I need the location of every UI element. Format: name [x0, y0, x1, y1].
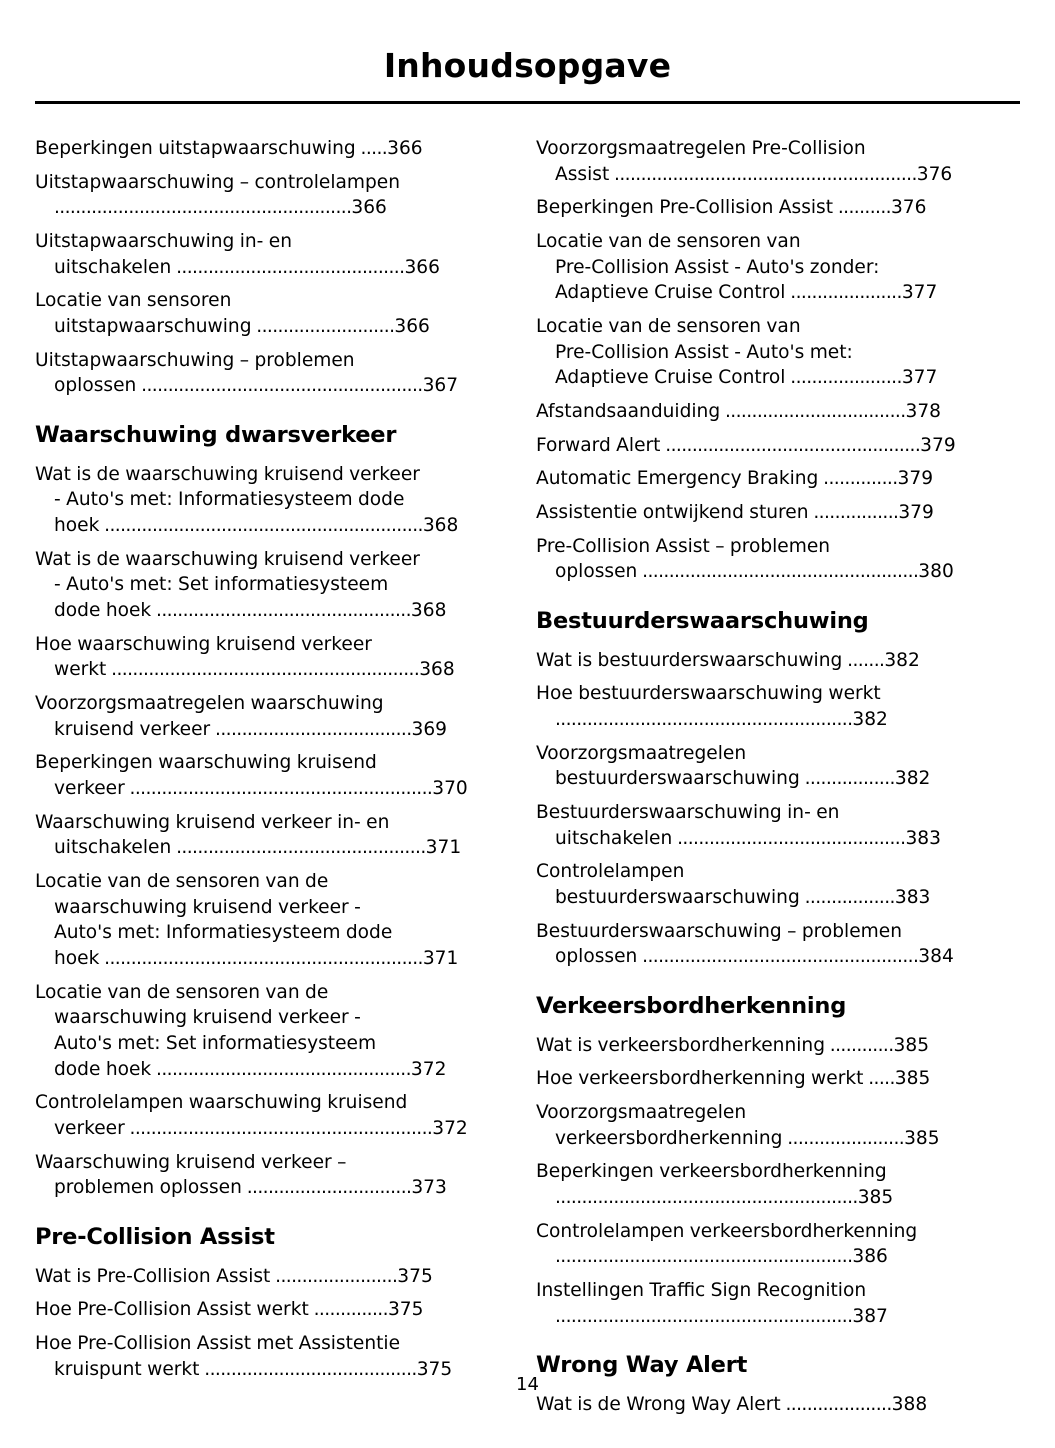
toc-leader-dots: ........................................... — [672, 827, 906, 849]
toc-page-number: 382 — [852, 709, 888, 731]
toc-entry-title-cont — [35, 513, 490, 539]
toc-leader-dots: .................................. — [720, 400, 906, 422]
toc-entry[interactable] — [536, 314, 991, 391]
toc-entry-title-cont — [35, 946, 490, 972]
toc-entry-title: Locatie van de sensoren van — [536, 230, 801, 252]
toc-entry-title-cont — [536, 707, 991, 733]
toc-entry[interactable] — [536, 433, 991, 459]
toc-entry[interactable] — [35, 691, 490, 742]
toc-leader-dots: .............. — [818, 468, 898, 490]
toc-entry[interactable] — [35, 1297, 490, 1323]
toc-leader-dots: ......................................................... — [124, 778, 433, 799]
toc-leader-dots: ..... — [355, 138, 388, 159]
toc-entry[interactable] — [536, 1033, 991, 1059]
toc-entry-title-cont — [536, 766, 991, 792]
toc-entry-title-cont-text: dode hoek — [54, 1058, 152, 1080]
toc-leader-dots: ....................... — [270, 1265, 398, 1287]
toc-entry-title: Wat is verkeersbordherkenning — [536, 1034, 825, 1056]
toc-entry[interactable] — [35, 750, 490, 801]
toc-entry-title: Forward Alert — [536, 434, 661, 456]
toc-leader-dots: ..................................................... — [136, 375, 423, 397]
section-heading: Verkeersbordherkenning — [536, 992, 847, 1019]
toc-leader-dots: ....... — [842, 649, 885, 671]
toc-entry-title-cont-text: - Auto's met: Set informatiesysteem — [54, 574, 389, 596]
toc-entry-title-cont — [35, 835, 490, 861]
toc-entry[interactable] — [35, 170, 490, 221]
toc-leader-dots: ..... — [863, 1068, 895, 1090]
toc-page-number: 385 — [894, 1068, 931, 1090]
toc-entry-title: Beperkingen Pre-Collision Assist — [536, 197, 834, 219]
toc-entry-title-cont-text: uitschakelen — [54, 256, 172, 278]
toc-page-number: 375 — [387, 1299, 424, 1321]
toc-page-number: 375 — [416, 1358, 453, 1380]
toc-entry-title: Voorzorgsmaatregelen — [536, 742, 747, 764]
toc-entry-title-cont — [35, 1175, 490, 1201]
toc-entry-title: Locatie van de sensoren van de — [35, 870, 329, 892]
toc-entry-title-cont — [35, 1057, 490, 1083]
toc-entry-title: Wat is Pre-Collision Assist — [35, 1265, 271, 1287]
toc-entry[interactable] — [35, 348, 490, 399]
toc-page-number: 385 — [857, 1187, 894, 1209]
toc-page-number: 383 — [905, 827, 941, 849]
toc-entry-title-cont-text: Adaptieve Cruise Control — [555, 367, 786, 389]
toc-entry-title-cont — [536, 365, 991, 391]
toc-leader-dots: ................................................ — [151, 600, 411, 622]
toc-entry[interactable] — [35, 136, 490, 162]
toc-entry-title-cont-text: Pre-Collision Assist - Auto's zonder: — [555, 256, 880, 278]
toc-leader-dots: ..................... — [785, 367, 902, 389]
toc-entry[interactable] — [536, 919, 991, 970]
toc-entry[interactable] — [536, 195, 991, 221]
toc-entry-title: Wat is bestuurderswaarschuwing — [536, 649, 843, 671]
toc-page-number: 370 — [432, 778, 468, 799]
toc-page-number: 372 — [410, 1058, 447, 1080]
toc-page-number: 366 — [387, 138, 423, 159]
toc-entry-title: Voorzorgsmaatregelen Pre-Collision — [536, 138, 866, 159]
toc-entry-title-cont-text: hoek — [54, 515, 100, 537]
toc-entry-title: Controlelampen — [536, 861, 685, 883]
toc-entry-title-cont-text: oplossen — [54, 375, 137, 397]
toc-entry-title-cont — [536, 944, 991, 970]
toc-leader-dots: ............................................... — [171, 837, 426, 859]
toc-page-number: 384 — [918, 946, 954, 968]
toc-leader-dots: ......................................................... — [609, 163, 917, 185]
toc-leader-dots: .......... — [833, 197, 891, 219]
toc-page-number: 379 — [920, 434, 956, 456]
toc-entry-title-cont-text: bestuurderswaarschuwing — [555, 886, 800, 908]
toc-entry[interactable] — [536, 399, 991, 425]
page-number: 14 — [516, 1374, 539, 1395]
toc-entry-title-cont — [536, 255, 991, 281]
toc-entry-title-cont — [35, 717, 490, 743]
toc-page-number: 368 — [410, 600, 447, 622]
toc-entry[interactable] — [35, 229, 490, 280]
toc-page-number: 379 — [897, 468, 934, 490]
toc-leader-dots: ................ — [808, 501, 899, 523]
toc-entry[interactable] — [536, 1219, 991, 1270]
toc-entry-title-cont — [536, 340, 991, 366]
toc-entry[interactable] — [536, 534, 991, 585]
toc-entry[interactable] — [536, 1392, 991, 1418]
toc-entry-title: Wat is de waarschuwing kruisend verkeer — [35, 463, 420, 485]
toc-leader-dots: ............................................................ — [99, 515, 423, 537]
toc-leader-dots: .................................................... — [637, 946, 919, 968]
toc-page-number: 367 — [422, 375, 459, 397]
toc-entry-title: Locatie van de sensoren van — [536, 315, 801, 337]
toc-entry-title: Uitstapwaarschuwing – problemen — [35, 349, 355, 371]
toc-entry-title: Wat is de Wrong Way Alert — [536, 1394, 781, 1416]
toc-entry-title-cont-text: Assist — [555, 163, 610, 185]
toc-entry[interactable] — [536, 466, 991, 492]
toc-leader-dots: ..................................... — [210, 718, 412, 740]
toc-page-number: 368 — [422, 515, 459, 537]
toc-entry[interactable] — [35, 1264, 490, 1290]
toc-entry-title-cont — [35, 1116, 490, 1142]
toc-entry[interactable] — [35, 1090, 490, 1141]
section-heading: Pre-Collision Assist — [35, 1223, 275, 1250]
toc-leader-dots: ........................................... — [171, 256, 405, 278]
toc-entry-title-cont-text: - Auto's met: Informatiesysteem dode — [54, 489, 405, 511]
toc-page-number: 375 — [397, 1265, 433, 1287]
toc-entry-title: Assistentie ontwijkend sturen — [536, 501, 809, 523]
toc-entry-title-cont — [536, 1244, 991, 1270]
toc-entry-title-cont-text: verkeersbordherkenning — [555, 1127, 783, 1149]
toc-leader-dots: ......................................................... — [124, 1117, 433, 1139]
toc-page-number: 385 — [893, 1034, 930, 1056]
toc-page-number: 386 — [852, 1246, 888, 1268]
toc-page-number: 385 — [904, 1127, 940, 1149]
toc-page-number: 387 — [852, 1305, 888, 1327]
toc-entry[interactable] — [536, 648, 991, 674]
toc-entry-title: Bestuurderswaarschuwing – problemen — [536, 920, 902, 942]
toc-entry-title-cont — [35, 195, 490, 221]
toc-entry-title-cont-text: oplossen — [555, 561, 638, 583]
toc-page-number: 371 — [422, 947, 459, 969]
toc-entry-title-cont — [35, 1005, 490, 1031]
toc-leader-dots: ................. — [799, 886, 895, 908]
toc-entry-title-cont — [35, 572, 490, 598]
toc-entry-title-cont-text: Auto's met: Set informatiesysteem — [54, 1032, 377, 1054]
toc-entry-title-cont-text: kruispunt werkt — [54, 1358, 200, 1380]
toc-entry-title-cont-text: hoek — [54, 947, 100, 969]
toc-entry[interactable] — [536, 741, 991, 792]
section-heading: Waarschuwing dwarsverkeer — [35, 421, 397, 448]
toc-entry-title-cont — [536, 1126, 991, 1152]
toc-entry-title: Beperkingen waarschuwing kruisend — [35, 752, 377, 774]
toc-entry-title: Hoe bestuurderswaarschuwing werkt — [536, 683, 881, 705]
toc-page-number: 383 — [894, 886, 931, 908]
toc-entry-title: Afstandsaanduiding — [536, 400, 721, 422]
toc-entry-title-cont — [536, 280, 991, 306]
toc-entry[interactable] — [35, 980, 490, 1083]
toc-page-number: 371 — [425, 837, 462, 859]
toc-entry-title-cont — [35, 255, 490, 281]
toc-entry-title-cont — [536, 162, 991, 188]
toc-entry[interactable] — [35, 547, 490, 624]
toc-entry-title-cont — [536, 826, 991, 852]
toc-entry-title-cont — [35, 598, 490, 624]
toc-columns — [35, 136, 1020, 1426]
toc-entry-title: Hoe waarschuwing kruisend verkeer — [35, 633, 372, 655]
toc-entry-title-cont-text: Auto's met: Informatiesysteem dode — [54, 922, 393, 944]
toc-entry-title-cont — [536, 559, 991, 585]
toc-leader-dots: ........................................................ — [555, 1305, 853, 1327]
toc-entry-title: Pre-Collision Assist – problemen — [536, 535, 831, 557]
toc-page-number: 366 — [394, 315, 430, 337]
toc-entry-title: Locatie van sensoren — [35, 290, 232, 312]
toc-leader-dots: ............................... — [241, 1177, 412, 1199]
toc-column-left — [35, 136, 490, 1426]
toc-page-number: 377 — [901, 367, 938, 389]
toc-page-number: 388 — [891, 1394, 928, 1416]
toc-entry-title-cont-text: oplossen — [555, 946, 638, 968]
toc-entry-title-cont-text: bestuurderswaarschuwing — [555, 768, 800, 790]
toc-entry-title: Uitstapwaarschuwing – controlelampen — [35, 171, 401, 193]
toc-entry[interactable] — [536, 500, 991, 526]
toc-entry-title: Hoe Pre-Collision Assist werkt — [35, 1299, 309, 1321]
toc-leader-dots: ........................................................ — [555, 1246, 853, 1268]
toc-page-number: 376 — [890, 197, 927, 219]
toc-leader-dots: ..................... — [785, 282, 902, 304]
toc-page-number: 366 — [351, 197, 387, 219]
toc-entry-title-cont — [536, 1304, 991, 1330]
toc-entry-title: Hoe verkeersbordherkenning werkt — [536, 1068, 864, 1090]
toc-entry-title-cont — [536, 885, 991, 911]
toc-page-number: 368 — [419, 659, 455, 681]
toc-page-number: 382 — [884, 649, 920, 671]
toc-page-number: 377 — [901, 282, 938, 304]
toc-leader-dots: ...................... — [782, 1127, 905, 1149]
toc-entry-title: Controlelampen waarschuwing kruisend — [35, 1092, 408, 1114]
toc-entry-title-cont-text: waarschuwing kruisend verkeer - — [54, 1007, 361, 1029]
toc-page-number: 378 — [905, 400, 942, 422]
toc-entry-title-cont-text: waarschuwing kruisend verkeer - — [54, 896, 361, 918]
toc-entry-title: Uitstapwaarschuwing in- en — [35, 230, 293, 252]
toc-leader-dots: .......................................................... — [106, 659, 420, 681]
toc-entry-title: Locatie van de sensoren van de — [35, 981, 329, 1003]
toc-entry-title-cont — [35, 314, 490, 340]
toc-entry[interactable] — [536, 859, 991, 910]
toc-leader-dots: ........................................ — [199, 1358, 417, 1380]
title-divider — [35, 101, 1020, 104]
toc-entry-title-cont-text: Adaptieve Cruise Control — [555, 282, 786, 304]
toc-page-number: 382 — [894, 768, 931, 790]
toc-entry[interactable] — [536, 1066, 991, 1092]
toc-entry[interactable] — [536, 229, 991, 306]
toc-entry-title-cont-text: kruisend verkeer — [54, 718, 211, 740]
toc-entry-title-cont-text: uitschakelen — [555, 827, 673, 849]
toc-entry-title-cont — [536, 1185, 991, 1211]
toc-entry-title: Wat is de waarschuwing kruisend verkeer — [35, 548, 420, 570]
toc-page-number: 379 — [898, 501, 934, 523]
toc-entry-title-cont-text: werkt — [54, 659, 107, 681]
toc-entry-title: Instellingen Traffic Sign Recognition — [536, 1280, 867, 1302]
toc-page-number: 373 — [411, 1177, 447, 1199]
toc-entry-title-cont — [35, 657, 490, 683]
toc-entry[interactable] — [536, 136, 991, 187]
toc-column-right — [536, 136, 991, 1426]
toc-page-number: 369 — [411, 718, 447, 740]
toc-entry-title-cont-text: uitstapwaarschuwing — [54, 315, 252, 337]
toc-page-number: 376 — [916, 163, 953, 185]
toc-entry-title: Hoe Pre-Collision Assist met Assistentie — [35, 1333, 401, 1355]
toc-entry-title-cont — [35, 373, 490, 399]
toc-entry-title-cont-text: verkeer — [54, 1117, 125, 1139]
toc-entry[interactable] — [536, 800, 991, 851]
toc-leader-dots: .................................................... — [637, 561, 919, 583]
toc-entry[interactable] — [536, 1278, 991, 1329]
toc-entry-title: Controlelampen verkeersbordherkenning — [536, 1220, 918, 1242]
toc-entry-title-cont-text: verkeer — [54, 778, 125, 799]
toc-entry[interactable] — [35, 632, 490, 683]
toc-entry-title-cont — [35, 1031, 490, 1057]
toc-leader-dots: ................................................ — [660, 434, 921, 456]
toc-leader-dots: .............. — [308, 1299, 388, 1321]
toc-leader-dots: ............ — [825, 1034, 894, 1056]
toc-leader-dots: ................................................ — [151, 1058, 411, 1080]
toc-entry-title: Beperkingen verkeersbordherkenning — [536, 1161, 887, 1183]
toc-entry-title: Waarschuwing kruisend verkeer in- en — [35, 811, 390, 833]
toc-leader-dots: .................... — [780, 1394, 892, 1416]
toc-entry-title-cont-text: Pre-Collision Assist - Auto's met: — [555, 341, 853, 363]
section-heading: Bestuurderswaarschuwing — [536, 607, 869, 634]
toc-leader-dots: ........................................................ — [555, 709, 853, 731]
toc-leader-dots: .......................... — [251, 315, 395, 337]
toc-leader-dots: ........................................................ — [54, 197, 352, 219]
toc-entry-title: Bestuurderswaarschuwing in- en — [536, 802, 840, 823]
page-title: Inhoudsopgave — [383, 46, 672, 85]
toc-entry-title-cont-text: dode hoek — [54, 600, 152, 622]
toc-entry[interactable] — [35, 288, 490, 339]
toc-entry-title-cont — [35, 920, 490, 946]
toc-leader-dots: ................. — [799, 768, 895, 790]
toc-entry[interactable] — [35, 1150, 490, 1201]
toc-entry-title: Voorzorgsmaatregelen — [536, 1102, 747, 1124]
toc-entry[interactable] — [536, 681, 991, 732]
toc-entry-title-cont-text: uitschakelen — [54, 837, 172, 859]
toc-entry-title: Automatic Emergency Braking — [536, 468, 819, 490]
toc-page-number: 372 — [432, 1117, 468, 1139]
toc-entry[interactable] — [35, 810, 490, 861]
toc-entry[interactable] — [536, 1100, 991, 1151]
toc-entry[interactable] — [35, 462, 490, 539]
toc-entry-title-cont — [35, 487, 490, 513]
toc-entry[interactable] — [536, 1159, 991, 1210]
toc-entry[interactable] — [35, 869, 490, 972]
toc-entry-title-cont — [35, 776, 490, 802]
toc-entry-title-cont-text: problemen oplossen — [54, 1177, 242, 1199]
section-heading: Wrong Way Alert — [536, 1352, 748, 1379]
toc-entry-title: Beperkingen uitstapwaarschuwing — [35, 138, 356, 159]
toc-entry-title-cont — [35, 895, 490, 921]
toc-leader-dots: ......................................................... — [555, 1187, 858, 1209]
toc-leader-dots: ............................................................ — [99, 947, 423, 969]
toc-entry-title: Voorzorgsmaatregelen waarschuwing — [35, 693, 384, 715]
toc-page-number: 380 — [918, 561, 954, 583]
toc-page-number: 366 — [404, 256, 440, 278]
toc-entry-title: Waarschuwing kruisend verkeer – — [35, 1151, 347, 1173]
